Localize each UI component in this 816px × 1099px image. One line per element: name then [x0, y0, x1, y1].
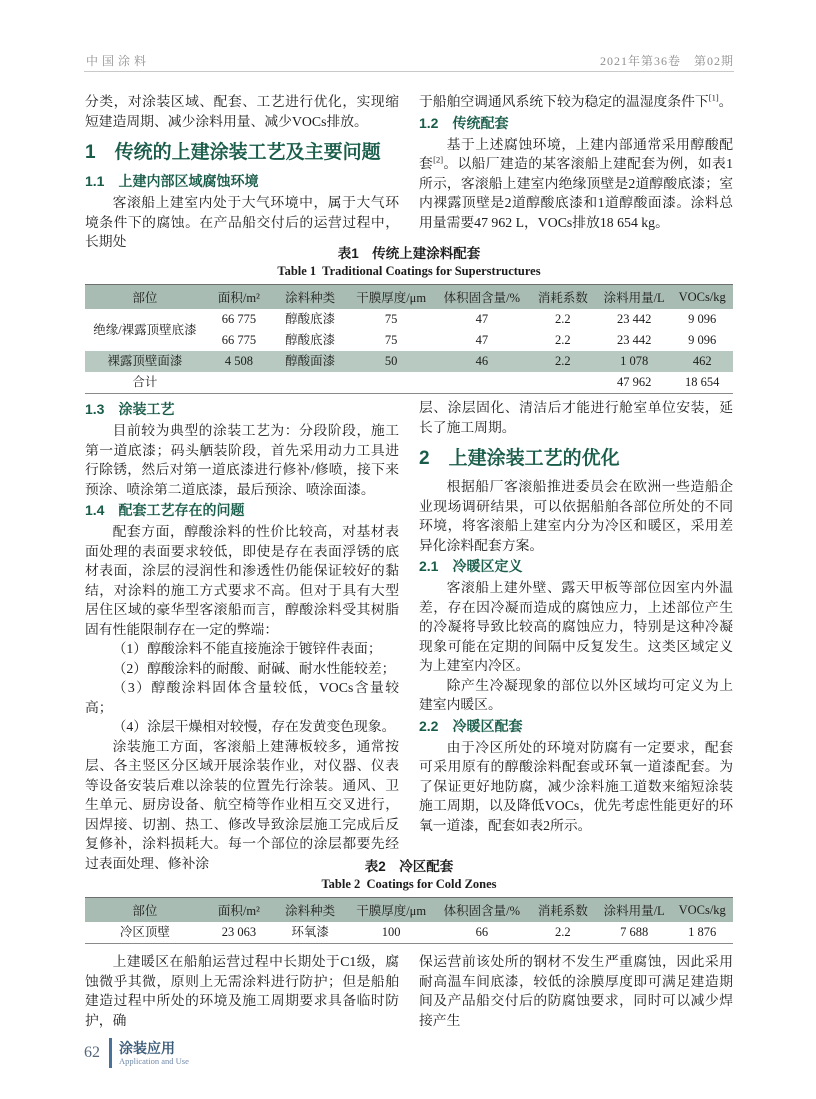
section-1-3-heading: 1.3 涂装工艺: [85, 401, 175, 417]
section-1-2-text-end: 。以船厂建造的某客滚船上建配套为例，如表1所示，客滚船上建室内绝缘顶壁是2道醇酸底漆；室内裸露顶壁是2道醇酸底漆和1道醇酸面漆。涂料总用量需要47 962 L，VOCs排放18 654 kg。: [419, 156, 733, 230]
journal-name: 中国涂料: [86, 54, 151, 68]
page-footer: [84, 1038, 189, 1068]
table1-cell: 66 775: [221, 333, 257, 347]
table2-header-cell: 消耗系数: [529, 898, 597, 923]
table1-cell: 47: [475, 312, 489, 326]
table1-cell: 66 775: [221, 312, 257, 326]
table-row-highlighted: [85, 351, 733, 372]
table2-cell: 100: [381, 925, 401, 939]
page-number: 62: [84, 1044, 100, 1061]
table2-caption-en: Table 2 Coatings for Cold Zones: [321, 877, 497, 891]
continued-paragraph-text: 于船舶空调通风系统下较为稳定的温湿度条件下: [419, 94, 709, 109]
table1-rowgroup-label: 绝缘/裸露顶壁底漆: [93, 322, 197, 337]
section-1-4-paragraph: 配套方面，醇酸涂料的性价比较高，对基材表面处理的表面要求较低，即使是存在表面浮锈的底材表面，涂层的浸润性和渗透性仍能保证较好的黏结，对涂料的施工方式要求不高。但对于具有大型居住区域的豪华型客滚船而言，醇酸涂料受其树脂固有性能限制存在一定的弊端：: [85, 524, 399, 637]
table1-caption-cn: 表1 传统上建涂料配套: [337, 246, 481, 261]
table1-cell: 醇酸底漆: [285, 333, 336, 347]
table1-header-cell: 涂料用量/L: [597, 285, 672, 310]
footer-divider: [109, 1038, 112, 1068]
footer-column-subtitle: Application and Use: [119, 1055, 189, 1066]
running-header: [84, 52, 734, 72]
column-top-left: [85, 92, 399, 252]
table2-cell: 66: [475, 925, 489, 939]
section-1-heading: 1 传统的上建涂装工艺及主要问题: [85, 142, 381, 163]
table1-cell: 1 078: [597, 351, 672, 372]
table-total-row: [85, 372, 733, 394]
table2-header-cell: 面积/m²: [205, 898, 273, 923]
reference-1: [1]: [708, 92, 719, 103]
continued-paragraph-end: 。: [718, 94, 733, 109]
table1-cell: 2.2: [555, 312, 571, 326]
table2-cell: 1 876: [688, 925, 717, 939]
footer-column-title: 涂装应用: [119, 1039, 175, 1056]
table1-cell: 2.2: [529, 351, 597, 372]
table1-cell: 50: [347, 351, 434, 372]
section-1-2-heading: 1.2 传统配套: [419, 114, 509, 131]
bottom-left-paragraph: 上建暖区在船舶运营过程中长期处于C1级，腐蚀微乎其微，原则上无需涂料进行防护；但是船舶建造过程中所处的环境及施工周期要求具备临时防护，确: [85, 954, 399, 1028]
column-mid-right: [419, 398, 733, 835]
section-1-1-heading: 1.1 上建内部区域腐蚀环境: [85, 173, 259, 189]
table1-header-cell: VOCs/kg: [671, 285, 733, 310]
section-2-heading: 2 上建涂装工艺的优化: [419, 448, 620, 469]
section-1-3-paragraph: 目前较为典型的涂装工艺为：分段阶段，施工第一道底漆；码头舾装阶段，首先采用动力工具进行除锈，然后对第一道底漆进行修补/修喷，接下来预涂、喷涂第二道底漆，最后预涂、喷涂面漆。: [85, 423, 399, 497]
table1-header-cell: 部位: [85, 285, 205, 310]
table2-cell: 冷区顶壁: [119, 925, 170, 939]
list-item: （2）醇酸涂料的耐酸、耐碱、耐水性能较差；: [112, 660, 396, 676]
section-2-2-heading: 2.2 冷暖区配套: [419, 717, 523, 734]
section-2-2-paragraph: 由于冷区所处的环境对防腐有一定要求，配套可采用原有的醇酸涂料配套或环氧一道漆配套。为了保证更好地防腐，减少涂料施工道数来缩短涂装施工周期，以及降低VOCs，优先考虑性能更好的环氧一道漆，配套如表2所示。: [419, 739, 733, 833]
table1-cell: 47: [475, 333, 489, 347]
table2-cell: 23 063: [221, 925, 257, 939]
table1-header-cell: 消耗系数: [529, 285, 597, 310]
table1-cell: 2.2: [555, 333, 571, 347]
section-1-4-paragraph2: 涂装施工方面，客滚船上建薄板较多，通常按层、各主竖区分区域开展涂装作业，对仪器、仪表等设备安装后难以涂装的位置先行涂装。通风、卫生单元、厨房设备、航空椅等作业相互交叉进行，因焊接、切割、热工、修改导致涂层施工完成后反复修补，涂料损耗大。每一个部位的涂层都要先经过表面处理、修补涂: [85, 738, 399, 871]
bottom-right-paragraph: 保运营前该处所的钢材不发生严重腐蚀，因此采用耐高温车间底漆，较低的涂膜厚度即可满足建造期间及产品船交付后的防腐蚀要求，同时可以减少焊接产生: [419, 954, 733, 1028]
table2-header-cell: 体积固含量/%: [435, 898, 529, 923]
table1-cell: 醇酸底漆: [285, 312, 336, 326]
table1-header-cell: 体积固含量/%: [435, 285, 529, 310]
list-item: （4）涂层干燥相对较慢，存在发黄变色现象。: [112, 719, 396, 734]
table1-cell: 23 442: [616, 312, 652, 326]
table1: [85, 284, 733, 394]
table1-cell: 9 096: [688, 333, 717, 347]
table-row: [85, 309, 733, 330]
table1-cell: 462: [671, 351, 733, 372]
section-2-1-paragraph1: 客滚船上建外壁、露天甲板等部位因室内外温差，存在因冷凝而造成的腐蚀应力，上述部位产生的冷凝将导致比较高的腐蚀应力，特别是这种冷凝现象可能在定期的间隔中反复发生。这类区域定义为上建室内冷区。: [419, 580, 733, 673]
table1-header-cell: 干膜厚度/μm: [347, 285, 434, 310]
section-1-2-paragraph: [419, 135, 733, 233]
table1-caption-en: Table 1 Traditional Coatings for Superstructures: [277, 264, 541, 278]
section-1-1-paragraph: 客滚船上建室内处于大气环境中，属于大气环境条件下的腐蚀。在产品船交付后的运营过程中，长期处: [85, 195, 399, 249]
table1-cell: 46: [435, 351, 529, 372]
section-1-2-text: 基于上述腐蚀环境，上建内部通常采用醇酸配套: [419, 136, 733, 171]
issue-info: 2021年第36卷 第02期: [599, 54, 734, 68]
table1-cell: 9 096: [688, 312, 717, 326]
section-1-4-heading: 1.4 配套工艺存在的问题: [85, 502, 245, 518]
section-2-1-heading: 2.1 冷暖区定义: [419, 558, 523, 574]
table1-cell: 裸露顶壁面漆: [85, 351, 205, 372]
list-item: （3）醇酸涂料固体含量较低，VOCs含量较高；: [85, 680, 399, 715]
table1-cell: 4 508: [205, 351, 273, 372]
section-2-paragraph: 根据船厂客滚船推进委员会在欧洲一些造船企业现场调研结果，可以依据船舶各部位所处的不同环境，将客滚船上建室内分为冷区和暖区，采用差异化涂料配套方案。: [419, 479, 733, 553]
table1-cell: 75: [384, 312, 398, 326]
continued-paragraph: 层、涂层固化、清洁后才能进行舱室单位安装，延长了施工周期。: [419, 400, 733, 435]
table2-header-cell: 干膜厚度/μm: [347, 898, 434, 923]
intro-paragraph: 分类，对涂装区域、配套、工艺进行优化，实现缩短建造周期、减少涂料用量、减少VOCs排放。: [85, 94, 399, 129]
table2-header-cell: 涂料用量/L: [597, 898, 672, 923]
table1-empty-cell: [205, 372, 597, 394]
table2-cell: 7 688: [620, 925, 649, 939]
column-top-right: [419, 92, 733, 232]
table2-header-row: [85, 898, 733, 923]
table1-total-vocs: 18 654: [685, 375, 720, 389]
column-bottom-left: [85, 952, 399, 1030]
table1-cell: 75: [384, 333, 398, 347]
table1-total-label: 合计: [132, 375, 158, 389]
footer-column-block: [119, 1040, 189, 1067]
table1-header-row: [85, 285, 733, 310]
list-item: （1）醇酸涂料不能直接施涂于镀锌件表面；: [112, 641, 382, 656]
table2-header-cell: VOCs/kg: [671, 898, 733, 923]
table1-header-cell: 涂料种类: [273, 285, 348, 310]
table1-header-cell: 面积/m²: [205, 285, 273, 310]
table1-cell: 醇酸面漆: [273, 351, 348, 372]
table2-cell: 2.2: [555, 925, 571, 939]
table2-header-cell: 部位: [85, 898, 205, 923]
table2-caption-cn: 表2 冷区配套: [364, 859, 454, 874]
table1-total-volume: 47 962: [616, 375, 652, 389]
table-row: [85, 922, 733, 944]
reference-2: [2]: [433, 154, 444, 165]
table2-header-cell: 涂料种类: [273, 898, 348, 923]
section-2-1-paragraph2: 除产生冷凝现象的部位以外区域均可定义为上建室内暖区。: [419, 677, 733, 712]
continued-paragraph: [419, 92, 733, 112]
table2-cell: 环氧漆: [291, 925, 329, 939]
table2-block: [85, 858, 733, 944]
table1-block: [85, 245, 733, 394]
column-mid-left: [85, 398, 399, 873]
column-bottom-right: [419, 952, 733, 1030]
table1-cell: 23 442: [616, 333, 652, 347]
table2: [85, 897, 733, 944]
